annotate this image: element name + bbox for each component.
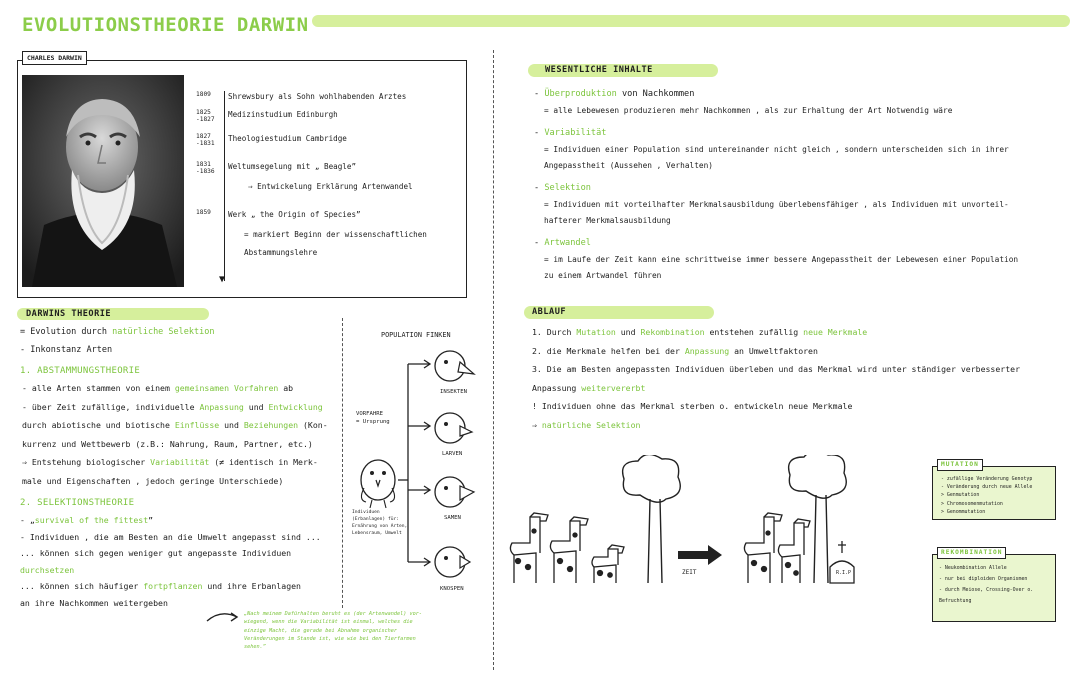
key-term: natürliche Selektion xyxy=(541,419,641,430)
key-item-heading xyxy=(534,88,694,101)
ancestor-label: VORFAHRE xyxy=(356,411,383,417)
text-segment: Anpassung xyxy=(532,382,582,393)
time-arrow-icon xyxy=(678,545,722,565)
darwin-bio-box xyxy=(17,54,467,298)
evolution-scene xyxy=(500,455,920,595)
finch-type-larven: LARVEN xyxy=(442,451,463,457)
text-segment: ab xyxy=(278,383,294,393)
giraffe-survivor-2-icon xyxy=(778,519,810,583)
bio-label: CHARLES DARWIN xyxy=(22,51,87,65)
text-line xyxy=(22,401,323,414)
box-line: > Genommutation xyxy=(941,508,986,515)
finch-type-insekten: INSEKTEN xyxy=(440,389,467,395)
text-segment: und ihre Erbanlagen xyxy=(202,581,301,591)
recombination-box-title: REKOMBINATION xyxy=(937,547,1006,559)
key-item-line: = Individuen einer Population sind untereinander nicht gleich , sondern unterscheiden sich in ihrer xyxy=(544,145,1009,154)
bullet-dash: - xyxy=(534,89,545,99)
text-segment: ⇒ Entstehung biologischer xyxy=(22,457,151,467)
text-line xyxy=(20,531,321,544)
text-line xyxy=(22,382,293,395)
text-segment: 2. die Merkmale helfen bei der xyxy=(532,345,685,356)
giraffe-survivor-1-icon xyxy=(744,513,782,583)
timeline-entry xyxy=(196,133,347,147)
text-line xyxy=(532,400,852,413)
box-line: - zufällige Veränderung Genotyp xyxy=(941,476,1033,482)
recombination-box xyxy=(932,549,1056,622)
darwin-quote: „Nach meinem Dafürhalten beruht es (der Artenwandel) vor- wiegend, wenn die Variabilität ist einmal, welches die einzige Macht, die gerade bei Abnahme organischer Veränderungen im Stande ist, wie wie bei den Tierfarmen sehen.” xyxy=(244,611,423,651)
timeline-text: = markiert Beginn der wissenschaftlichen xyxy=(244,230,427,239)
key-term: Variabilität xyxy=(150,457,210,467)
text-line xyxy=(22,419,328,432)
key-content-title: WESENTLICHE INHALTE xyxy=(545,65,653,75)
text-line xyxy=(20,597,168,610)
ancestor-finch-icon xyxy=(361,460,395,508)
timeline-text: Werk „ the Origin of Species” xyxy=(228,210,361,219)
text-segment: und xyxy=(219,420,244,430)
column-divider xyxy=(493,50,494,670)
timeline-year: 1809 xyxy=(196,91,211,98)
bullet-dash: - xyxy=(534,238,545,248)
theory-definition xyxy=(20,326,214,339)
text-segment: 1. Durch xyxy=(532,327,577,337)
text-line xyxy=(22,438,313,451)
finch-insekten-icon xyxy=(435,351,474,381)
timeline-year: 1827 -1831 xyxy=(196,133,215,148)
key-item-heading xyxy=(534,237,591,250)
timeline-arrow-icon: ▼ xyxy=(219,274,226,285)
text-segment: - Individuen , die am Besten an die Umwelt angepasst sind ... xyxy=(20,531,321,542)
text-segment: - alle Arten stammen von einem xyxy=(22,383,175,393)
timeline-entry xyxy=(196,209,361,222)
text-line xyxy=(20,580,301,593)
text-line xyxy=(22,475,283,488)
key-term: neue Merkmale xyxy=(803,327,868,337)
text-segment: (≠ identisch in Merk- xyxy=(209,457,318,467)
text-segment: entstehen zufällig xyxy=(704,327,804,337)
timeline-year: 1825 -1827 xyxy=(196,109,215,124)
key-term: survival of the fittest xyxy=(34,515,149,525)
bullet-dash: - xyxy=(534,128,545,138)
box-line: > Genmutation xyxy=(941,492,980,499)
finches-title: POPULATION FINKEN xyxy=(381,331,451,339)
mutation-box-title: MUTATION xyxy=(937,459,983,471)
text-segment: ... können sich häufiger xyxy=(20,581,144,591)
box-line: - Veränderung durch neue Allele xyxy=(941,484,1033,491)
text-line xyxy=(532,326,867,339)
giraffe-tall-2-icon xyxy=(550,517,588,583)
theory-title: DARWINS THEORIE xyxy=(26,309,112,319)
box-line: - durch Meiose, Crossing-Over o. xyxy=(939,587,1034,593)
key-term: durchsetzen xyxy=(20,564,75,575)
key-item-term: Überproduktion xyxy=(544,89,617,99)
grave-label: R.I.P xyxy=(836,570,852,576)
text-line xyxy=(22,456,318,469)
text-line xyxy=(20,514,153,527)
giraffe-tall-1-icon xyxy=(510,513,548,583)
text-segment: - „ xyxy=(20,515,35,525)
theory-eq-green: natürliche Selektion xyxy=(112,327,215,337)
theory-eq: = Evolution durch xyxy=(20,327,107,337)
key-term: fortpflanzen xyxy=(143,581,203,591)
key-item-line: zu einem Artwandel führen xyxy=(544,271,662,280)
key-term: Anpassung xyxy=(199,401,244,412)
text-line xyxy=(20,547,291,560)
text-segment: (Kon- xyxy=(298,420,328,430)
bullet-dash: - xyxy=(534,183,545,193)
theory-finch-divider xyxy=(342,318,343,608)
page-title: EVOLUTIONSTHEORIE DARWIN xyxy=(22,14,309,36)
key-term: Mutation xyxy=(576,327,616,337)
key-term: gemeinsamen Vorfahren xyxy=(174,383,279,393)
giraffe-short-icon xyxy=(592,545,624,583)
tree-left-icon xyxy=(623,455,681,583)
quote-arrow-icon xyxy=(205,607,241,627)
timeline-entry xyxy=(196,91,406,104)
key-item-line: = Individuen mit vorteilhafter Merkmalsausbildung überlebensfähiger , als Individuen mit unvorteil- xyxy=(544,200,1009,209)
key-item-line: = im Laufe der Zeit kann eine schrittweise immer bessere Angepasstheit der Lebewesen einer Population xyxy=(544,255,1019,264)
ancestor-sub: = Ursprung xyxy=(356,419,390,425)
mutation-box xyxy=(932,461,1056,520)
key-item-line: Angepasstheit (Aussehen , Verhalten) xyxy=(544,161,713,170)
timeline-text: Weltumsegelung mit „ Beagle” xyxy=(228,162,357,171)
timeline-text: Theologiestudium Cambridge xyxy=(228,134,347,143)
text-segment: an ihre Nachkommen weitergeben xyxy=(20,597,168,608)
text-segment: ! Individuen ohne das Merkmal sterben o. entwickeln neue Merkmale xyxy=(532,401,853,411)
timeline-entry xyxy=(196,161,356,175)
darwin-portrait-image xyxy=(22,75,184,287)
finch-knospen-icon xyxy=(435,547,470,577)
text-segment: und xyxy=(243,401,269,412)
text-segment: an Umweltfaktoren xyxy=(729,345,818,356)
text-segment: male und Eigenschaften , jedoch geringe Unterschiede) xyxy=(22,475,284,486)
key-term: Anpassung xyxy=(684,345,730,356)
key-term: Beziehungen xyxy=(243,420,299,430)
finch-diagram xyxy=(350,340,490,600)
timeline-text: Abstammungslehre xyxy=(244,248,318,257)
key-item-heading xyxy=(534,127,606,140)
key-term: weitervererbt xyxy=(581,382,646,393)
box-line: Befruchtung xyxy=(939,598,972,604)
finch-type-samen: SAMEN xyxy=(444,515,461,521)
finch-larven-icon xyxy=(435,413,472,443)
text-line xyxy=(532,345,818,358)
title-underline-bar xyxy=(312,15,1070,27)
timeline-entry xyxy=(196,109,338,123)
theory-inkonstanz: - Inkonstanz Arten xyxy=(20,345,113,355)
text-line xyxy=(532,419,640,432)
timeline-text: ⇒ Entwickelung Erklärung Artenwandel xyxy=(248,182,413,191)
finch-samen-icon xyxy=(435,477,474,507)
ancestor-note: Individuen (Erbanlagen) für: Ernährung von Arten, Lebensraum, Umwelt xyxy=(352,510,408,536)
process-title: ABLAUF xyxy=(532,307,567,317)
key-item-line: = alle Lebewesen produzieren mehr Nachkommen , als zur Erhaltung der Art Notwendig wäre xyxy=(544,106,953,115)
text-segment: ... können sich gegen weniger gut angepasste Individuen xyxy=(20,548,292,558)
text-line xyxy=(20,564,74,577)
section2-title: 2. SELEKTIONSTHEORIE xyxy=(20,498,135,508)
box-line: - Neukombination Allele xyxy=(939,565,1007,571)
box-line: > Chromosomenmutation xyxy=(941,500,1003,507)
key-item-term: Selektion xyxy=(544,183,591,193)
timeline-text: Medizinstudium Edinburgh xyxy=(228,110,338,119)
key-term: Entwicklung xyxy=(268,401,323,412)
timeline-year: 1859 xyxy=(196,209,211,216)
text-line xyxy=(532,382,645,395)
finch-type-knospen: KNOSPEN xyxy=(440,586,464,592)
text-segment: - über Zeit zufällige, individuelle xyxy=(22,401,200,412)
timeline-entry xyxy=(196,181,413,194)
key-item-term-rest: von Nachkommen xyxy=(616,89,695,99)
text-line xyxy=(532,363,1020,376)
time-label: ZEIT xyxy=(682,569,697,576)
text-segment: ⇒ xyxy=(532,419,542,430)
timeline-text: Shrewsbury als Sohn wohlhabenden Arztes xyxy=(228,92,407,101)
key-item-term: Artwandel xyxy=(544,238,591,248)
key-item-term: Variabilität xyxy=(544,128,607,138)
section1-title: 1. ABSTAMMUNGSTHEORIE xyxy=(20,366,141,376)
text-segment: und xyxy=(615,327,641,337)
text-segment: durch abiotische und biotische xyxy=(22,420,175,430)
box-line: - nur bei diploiden Organismen xyxy=(939,576,1028,582)
text-segment: 3. Die am Besten angepassten Individuen überleben und das Merkmal wird unter ständiger verbesserter xyxy=(532,364,1020,374)
text-segment: kurrenz und Wettbewerb (z.B.: Nahrung, Raum, Partner, etc.) xyxy=(22,438,313,449)
key-term: Rekombination xyxy=(640,327,705,337)
timeline-entry xyxy=(196,247,317,260)
key-item-heading xyxy=(534,182,591,195)
key-term: Einflüsse xyxy=(174,420,220,430)
key-item-line: hafterer Merkmalsausbildung xyxy=(544,216,671,225)
text-segment: ” xyxy=(148,515,154,525)
timeline-year: 1831 -1836 xyxy=(196,161,215,176)
timeline-entry xyxy=(196,229,427,242)
